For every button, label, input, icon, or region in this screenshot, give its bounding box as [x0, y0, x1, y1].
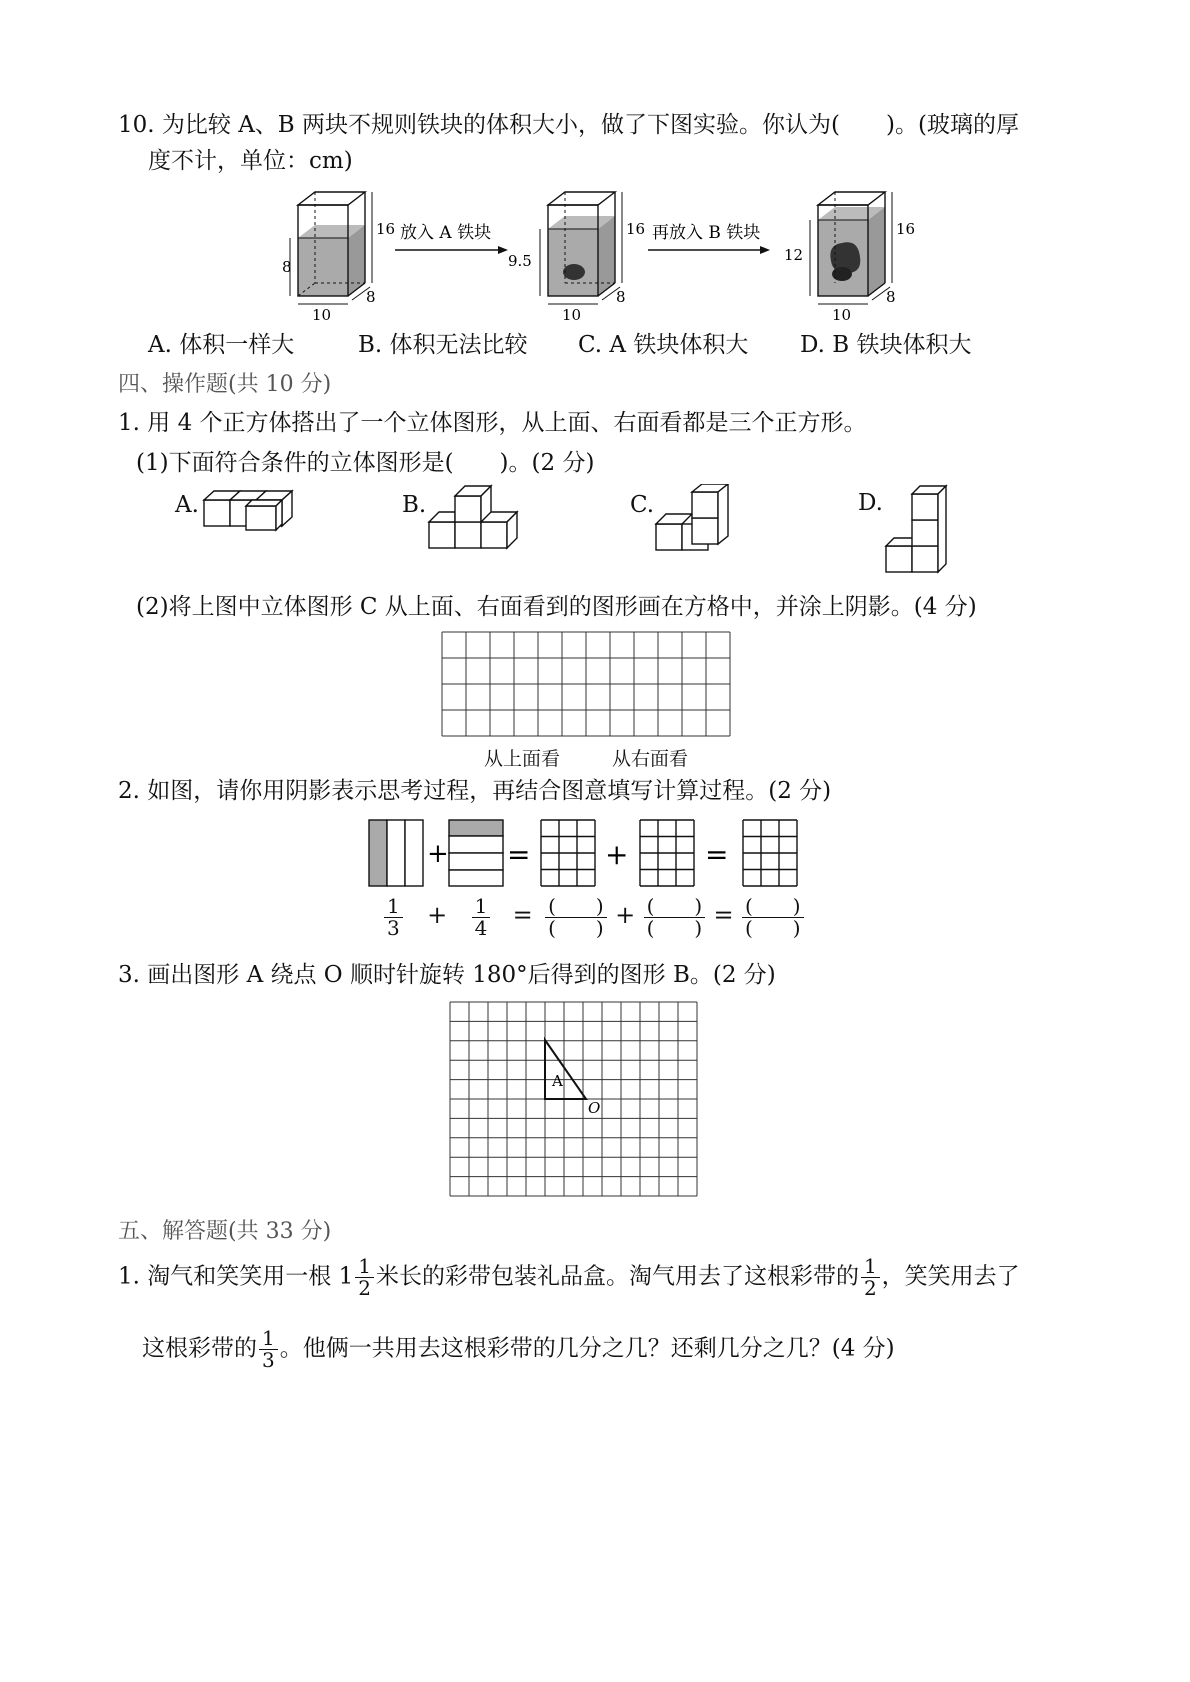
- q10-option-c[interactable]: C. A 铁块体积大: [578, 332, 749, 358]
- container-2: [508, 192, 645, 320]
- frac-one-half: $\frac{1}{2}$: [861, 1256, 880, 1299]
- caption-right-view: 从右面看: [612, 748, 689, 770]
- svg-text:16: 16: [626, 220, 646, 238]
- arrow-2: [648, 223, 770, 254]
- svg-text:=: =: [507, 838, 531, 871]
- choice-b-figure[interactable]: [425, 484, 525, 554]
- section4-title: 四、操作题(共 10 分): [118, 372, 332, 397]
- q10-option-b[interactable]: B. 体积无法比较: [358, 332, 528, 358]
- q10-stem-line1: 10. 为比较 A、B 两块不规则铁块的体积大小，做了下图实验。你认为( )。(玻璃的厚: [118, 112, 1019, 138]
- arrow-1: [395, 223, 508, 254]
- svg-text:10: 10: [312, 306, 332, 320]
- mixed-fraction: $\frac{1}{2}$: [355, 1256, 374, 1299]
- water-level-2: 9.5: [508, 252, 532, 270]
- q10-option-a[interactable]: A. 体积一样大: [148, 332, 295, 358]
- frac-one-third: $\frac{1}{3}$: [384, 896, 403, 939]
- svg-text:10: 10: [832, 306, 852, 320]
- svg-text:放入 A 铁块: 放入 A 铁块: [400, 223, 492, 243]
- s4-q1-sub1: (1)下面符合条件的立体图形是( )。(2 分): [136, 450, 595, 476]
- answer-blank-1[interactable]: $\frac{( )}{( )}$: [545, 896, 607, 939]
- caption-top-view: 从上面看: [484, 748, 561, 770]
- frac-one-fourth: $\frac{1}{4}$: [472, 896, 491, 939]
- fraction-equation: $\frac{1}{3}$ + $\frac{1}{4}$ = $\frac{( )}{( )}$ + $\frac{( )}{( )}$ = $\frac{( )}{( )}$: [382, 896, 806, 939]
- svg-text:再放入 B 铁块: 再放入 B 铁块: [652, 223, 761, 243]
- svg-text:10: 10: [562, 306, 582, 320]
- choice-c-label[interactable]: C.: [630, 492, 655, 518]
- q10-experiment-figure: [270, 180, 920, 320]
- container-3: [784, 192, 915, 320]
- choice-a-label[interactable]: A.: [175, 492, 199, 518]
- answer-blank-3[interactable]: $\frac{( )}{( )}$: [742, 896, 804, 939]
- svg-text:16: 16: [376, 220, 396, 238]
- answer-blank-2[interactable]: $\frac{( )}{( )}$: [644, 896, 706, 939]
- svg-text:+: +: [427, 839, 449, 869]
- choice-d-figure[interactable]: [882, 484, 962, 580]
- s4-q1-stem: 1. 用 4 个正方体搭出了一个立体图形，从上面、右面看都是三个正方形。: [118, 410, 867, 436]
- svg-text:=: =: [705, 838, 729, 871]
- svg-text:16: 16: [896, 220, 916, 238]
- q10-stem-line2: 度不计，单位：cm): [148, 148, 353, 174]
- fraction-shading-figure: [365, 816, 805, 892]
- choice-d-label[interactable]: D.: [858, 490, 883, 516]
- svg-text:8: 8: [886, 288, 896, 306]
- container-1: [282, 192, 395, 320]
- choice-c-figure[interactable]: [652, 484, 742, 556]
- triangle-a-label: A: [552, 1072, 563, 1090]
- q10-option-d[interactable]: D. B 铁块体积大: [800, 332, 972, 358]
- svg-text:+: +: [605, 838, 629, 871]
- frac-one-third-s5: $\frac{1}{3}$: [259, 1328, 278, 1371]
- svg-text:8: 8: [366, 288, 376, 306]
- water-level-1: 8: [282, 258, 292, 276]
- water-level-3: 12: [784, 246, 804, 264]
- s4-q2-stem: 2. 如图，请你用阴影表示思考过程，再结合图意填写计算过程。(2 分): [118, 778, 832, 804]
- rotation-grid[interactable]: [448, 1000, 704, 1200]
- s5-q1-line1: 1. 淘气和笑笑用一根 1 $\frac{1}{2}$ 米长的彩带包装礼品盒。淘气用去了这根彩带的 $\frac{1}{2}$ ，笑笑用去了: [118, 1254, 1020, 1300]
- choice-b-label[interactable]: B.: [402, 492, 427, 518]
- s5-q1-line2: 这根彩带的 $\frac{1}{3}$ 。他俩一共用去这根彩带的几分之几？还剩几分之几？(4 分): [142, 1326, 895, 1372]
- triangle-a: [545, 1040, 586, 1099]
- section5-title: 五、解答题(共 33 分): [118, 1219, 332, 1244]
- choice-a-figure[interactable]: [200, 486, 310, 536]
- point-o-label: O: [588, 1099, 601, 1117]
- view-drawing-grid[interactable]: [440, 630, 732, 740]
- s4-q3-stem: 3. 画出图形 A 绕点 O 顺时针旋转 180°后得到的图形 B。(2 分): [118, 962, 776, 988]
- s4-q1-sub2: (2)将上图中立体图形 C 从上面、右面看到的图形画在方格中，并涂上阴影。(4 分): [136, 594, 977, 620]
- svg-text:8: 8: [616, 288, 626, 306]
